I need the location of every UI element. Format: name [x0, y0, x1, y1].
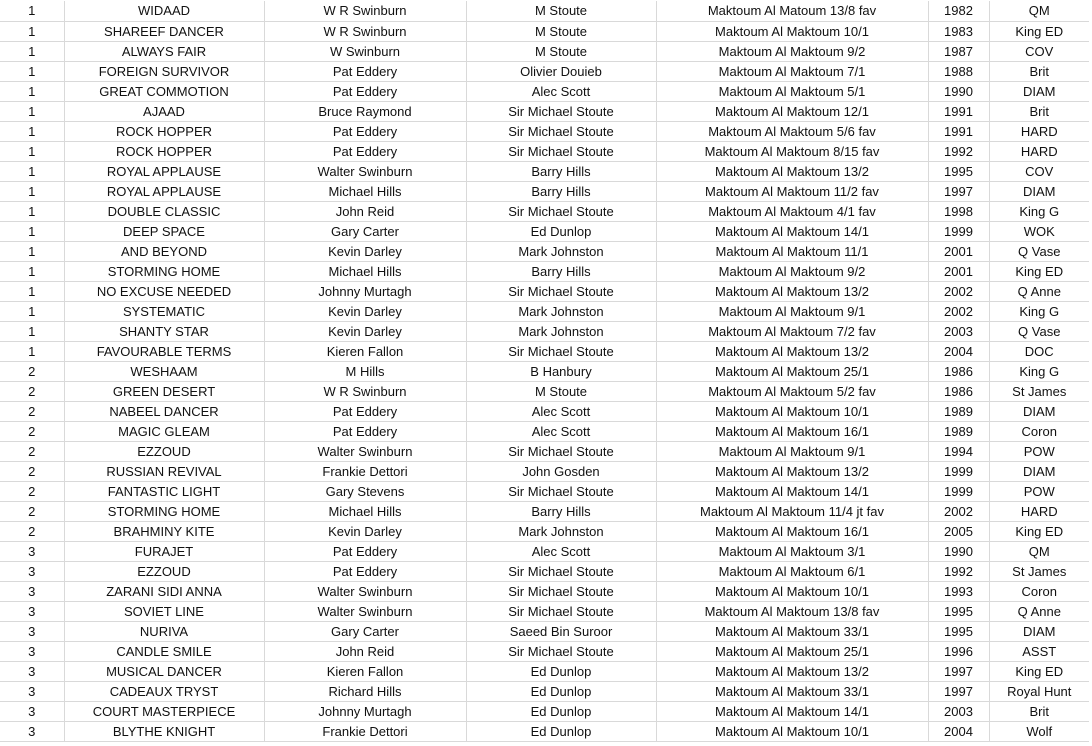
race-cell[interactable]: QM [989, 1, 1089, 21]
horse-cell[interactable]: FAVOURABLE TERMS [64, 341, 264, 361]
position-cell[interactable]: 2 [0, 521, 64, 541]
position-cell[interactable]: 3 [0, 641, 64, 661]
jockey-cell[interactable]: John Reid [264, 641, 466, 661]
table-row [0, 401, 1089, 421]
position-cell[interactable]: 1 [0, 101, 64, 121]
owner-odds-cell[interactable]: Maktoum Al Maktoum 9/2 [656, 261, 928, 281]
horse-cell[interactable]: EZZOUD [64, 561, 264, 581]
race-cell[interactable]: Wolf [989, 721, 1089, 741]
table-row [0, 21, 1089, 41]
year-cell[interactable]: 1982 [928, 1, 989, 21]
position-cell[interactable]: 3 [0, 661, 64, 681]
horse-cell[interactable]: SHAREEF DANCER [64, 21, 264, 41]
race-cell[interactable]: Q Anne [989, 281, 1089, 301]
year-cell[interactable]: 1999 [928, 481, 989, 501]
horse-cell[interactable]: ZARANI SIDI ANNA [64, 581, 264, 601]
table-row [0, 321, 1089, 341]
horse-cell[interactable]: NURIVA [64, 621, 264, 641]
table-row [0, 341, 1089, 361]
year-cell[interactable]: 1987 [928, 41, 989, 61]
race-cell[interactable]: COV [989, 161, 1089, 181]
year-cell[interactable]: 1999 [928, 461, 989, 481]
horse-cell[interactable]: ROYAL APPLAUSE [64, 161, 264, 181]
trainer-cell[interactable]: Saeed Bin Suroor [466, 621, 656, 641]
owner-odds-cell[interactable]: Maktoum Al Maktoum 9/1 [656, 301, 928, 321]
position-cell[interactable]: 1 [0, 1, 64, 21]
position-cell[interactable]: 1 [0, 21, 64, 41]
trainer-cell[interactable]: John Gosden [466, 461, 656, 481]
year-cell[interactable]: 2002 [928, 501, 989, 521]
year-cell[interactable]: 1986 [928, 381, 989, 401]
table-row [0, 721, 1089, 741]
horse-cell[interactable]: AND BEYOND [64, 241, 264, 261]
year-cell[interactable]: 1988 [928, 61, 989, 81]
race-cell[interactable]: COV [989, 41, 1089, 61]
horse-cell[interactable]: WIDAAD [64, 1, 264, 21]
year-cell[interactable]: 1994 [928, 441, 989, 461]
table-row [0, 241, 1089, 261]
table-row [0, 441, 1089, 461]
owner-odds-cell[interactable]: Maktoum Al Maktoum 33/1 [656, 681, 928, 701]
owner-odds-cell[interactable]: Maktoum Al Maktoum 5/1 [656, 81, 928, 101]
year-cell[interactable]: 1998 [928, 201, 989, 221]
jockey-cell[interactable]: Richard Hills [264, 681, 466, 701]
position-cell[interactable]: 1 [0, 321, 64, 341]
horse-cell[interactable]: RUSSIAN REVIVAL [64, 461, 264, 481]
owner-odds-cell[interactable]: Maktoum Al Maktoum 9/2 [656, 41, 928, 61]
position-cell[interactable]: 2 [0, 401, 64, 421]
race-cell[interactable]: Q Vase [989, 321, 1089, 341]
position-cell[interactable]: 2 [0, 501, 64, 521]
jockey-cell[interactable]: Walter Swinburn [264, 601, 466, 621]
race-cell[interactable]: King G [989, 201, 1089, 221]
trainer-cell[interactable]: Sir Michael Stoute [466, 201, 656, 221]
position-cell[interactable]: 2 [0, 381, 64, 401]
trainer-cell[interactable]: Sir Michael Stoute [466, 281, 656, 301]
year-cell[interactable]: 2001 [928, 261, 989, 281]
owner-odds-cell[interactable]: Maktoum Al Maktoum 9/1 [656, 441, 928, 461]
race-cell[interactable]: WOK [989, 221, 1089, 241]
race-cell[interactable]: POW [989, 441, 1089, 461]
trainer-cell[interactable]: Alec Scott [466, 81, 656, 101]
jockey-cell[interactable]: Kevin Darley [264, 301, 466, 321]
jockey-cell[interactable]: Michael Hills [264, 261, 466, 281]
horse-cell[interactable]: GREAT COMMOTION [64, 81, 264, 101]
horse-cell[interactable]: DEEP SPACE [64, 221, 264, 241]
horse-cell[interactable]: FANTASTIC LIGHT [64, 481, 264, 501]
table-row [0, 281, 1089, 301]
owner-odds-cell[interactable]: Maktoum Al Maktoum 25/1 [656, 361, 928, 381]
table-row [0, 381, 1089, 401]
position-cell[interactable]: 1 [0, 81, 64, 101]
year-cell[interactable]: 1997 [928, 661, 989, 681]
table-row [0, 601, 1089, 621]
trainer-cell[interactable]: M Stoute [466, 1, 656, 21]
table-row [0, 101, 1089, 121]
jockey-cell[interactable]: Pat Eddery [264, 401, 466, 421]
table-row [0, 621, 1089, 641]
owner-odds-cell[interactable]: Maktoum Al Maktoum 10/1 [656, 581, 928, 601]
horse-cell[interactable]: MUSICAL DANCER [64, 661, 264, 681]
year-cell[interactable]: 1991 [928, 121, 989, 141]
position-cell[interactable]: 3 [0, 601, 64, 621]
race-cell[interactable]: Q Anne [989, 601, 1089, 621]
jockey-cell[interactable]: Johnny Murtagh [264, 701, 466, 721]
owner-odds-cell[interactable]: Maktoum Al Maktoum 11/1 [656, 241, 928, 261]
year-cell[interactable]: 1995 [928, 601, 989, 621]
table-row [0, 161, 1089, 181]
table-row [0, 641, 1089, 661]
jockey-cell[interactable]: Kieren Fallon [264, 661, 466, 681]
year-cell[interactable]: 1990 [928, 81, 989, 101]
race-cell[interactable]: HARD [989, 141, 1089, 161]
owner-odds-cell[interactable]: Maktoum Al Maktoum 3/1 [656, 541, 928, 561]
jockey-cell[interactable]: W R Swinburn [264, 1, 466, 21]
jockey-cell[interactable]: Frankie Dettori [264, 721, 466, 741]
jockey-cell[interactable]: W R Swinburn [264, 21, 466, 41]
race-cell[interactable]: King G [989, 301, 1089, 321]
trainer-cell[interactable]: B Hanbury [466, 361, 656, 381]
trainer-cell[interactable]: Alec Scott [466, 541, 656, 561]
horse-cell[interactable]: ROYAL APPLAUSE [64, 181, 264, 201]
table-row [0, 61, 1089, 81]
jockey-cell[interactable]: Johnny Murtagh [264, 281, 466, 301]
trainer-cell[interactable]: Ed Dunlop [466, 721, 656, 741]
position-cell[interactable]: 1 [0, 61, 64, 81]
trainer-cell[interactable]: Sir Michael Stoute [466, 101, 656, 121]
owner-odds-cell[interactable]: Maktoum Al Maktoum 14/1 [656, 701, 928, 721]
position-cell[interactable]: 1 [0, 301, 64, 321]
table-row [0, 41, 1089, 61]
jockey-cell[interactable]: Frankie Dettori [264, 461, 466, 481]
horse-cell[interactable]: STORMING HOME [64, 501, 264, 521]
owner-odds-cell[interactable]: Maktoum Al Maktoum 13/2 [656, 461, 928, 481]
position-cell[interactable]: 1 [0, 341, 64, 361]
year-cell[interactable]: 2002 [928, 301, 989, 321]
owner-odds-cell[interactable]: Maktoum Al Maktoum 13/2 [656, 341, 928, 361]
owner-odds-cell[interactable]: Maktoum Al Maktoum 11/4 jt fav [656, 501, 928, 521]
horse-cell[interactable]: ALWAYS FAIR [64, 41, 264, 61]
jockey-cell[interactable]: Kevin Darley [264, 241, 466, 261]
table-row [0, 581, 1089, 601]
owner-odds-cell[interactable]: Maktoum Al Maktoum 13/2 [656, 161, 928, 181]
table-row [0, 141, 1089, 161]
position-cell[interactable]: 1 [0, 221, 64, 241]
race-cell[interactable]: ASST [989, 641, 1089, 661]
owner-odds-cell[interactable]: Maktoum Al Maktoum 6/1 [656, 561, 928, 581]
jockey-cell[interactable]: Pat Eddery [264, 421, 466, 441]
race-cell[interactable]: Brit [989, 701, 1089, 721]
jockey-cell[interactable]: W Swinburn [264, 41, 466, 61]
year-cell[interactable]: 1996 [928, 641, 989, 661]
race-cell[interactable]: DIAM [989, 401, 1089, 421]
table-row [0, 201, 1089, 221]
year-cell[interactable]: 1995 [928, 621, 989, 641]
position-cell[interactable]: 3 [0, 581, 64, 601]
year-cell[interactable]: 1995 [928, 161, 989, 181]
position-cell[interactable]: 1 [0, 201, 64, 221]
owner-odds-cell[interactable]: Maktoum Al Maktoum 16/1 [656, 521, 928, 541]
race-cell[interactable]: King ED [989, 521, 1089, 541]
owner-odds-cell[interactable]: Maktoum Al Maktoum 11/2 fav [656, 181, 928, 201]
table-body [0, 1, 1089, 741]
table-row [0, 481, 1089, 501]
jockey-cell[interactable]: Pat Eddery [264, 561, 466, 581]
trainer-cell[interactable]: Mark Johnston [466, 301, 656, 321]
jockey-cell[interactable]: Walter Swinburn [264, 581, 466, 601]
owner-odds-cell[interactable]: Maktoum Al Maktoum 13/2 [656, 281, 928, 301]
trainer-cell[interactable]: Alec Scott [466, 421, 656, 441]
table-row [0, 121, 1089, 141]
position-cell[interactable]: 3 [0, 541, 64, 561]
trainer-cell[interactable]: Sir Michael Stoute [466, 581, 656, 601]
table-row [0, 461, 1089, 481]
race-cell[interactable]: Coron [989, 581, 1089, 601]
year-cell[interactable]: 2003 [928, 701, 989, 721]
owner-odds-cell[interactable]: Maktoum Al Maktoum 8/15 fav [656, 141, 928, 161]
owner-odds-cell[interactable]: Maktoum Al Maktoum 13/8 fav [656, 601, 928, 621]
position-cell[interactable]: 3 [0, 721, 64, 741]
jockey-cell[interactable]: Gary Stevens [264, 481, 466, 501]
jockey-cell[interactable]: Pat Eddery [264, 141, 466, 161]
race-cell[interactable]: POW [989, 481, 1089, 501]
jockey-cell[interactable]: Gary Carter [264, 221, 466, 241]
race-cell[interactable]: DIAM [989, 621, 1089, 641]
jockey-cell[interactable]: Michael Hills [264, 501, 466, 521]
table-row [0, 261, 1089, 281]
table-row [0, 301, 1089, 321]
year-cell[interactable]: 1997 [928, 681, 989, 701]
table-row [0, 501, 1089, 521]
owner-odds-cell[interactable]: Maktoum Al Maktoum 7/2 fav [656, 321, 928, 341]
horse-cell[interactable]: NO EXCUSE NEEDED [64, 281, 264, 301]
jockey-cell[interactable]: Michael Hills [264, 181, 466, 201]
race-cell[interactable]: King G [989, 361, 1089, 381]
race-cell[interactable]: QM [989, 541, 1089, 561]
jockey-cell[interactable]: Walter Swinburn [264, 161, 466, 181]
owner-odds-cell[interactable]: Maktoum Al Maktoum 14/1 [656, 481, 928, 501]
horse-cell[interactable]: AJAAD [64, 101, 264, 121]
horse-cell[interactable]: MAGIC GLEAM [64, 421, 264, 441]
year-cell[interactable]: 1989 [928, 421, 989, 441]
trainer-cell[interactable]: Ed Dunlop [466, 661, 656, 681]
year-cell[interactable]: 1986 [928, 361, 989, 381]
owner-odds-cell[interactable]: Maktoum Al Matoum 13/8 fav [656, 1, 928, 21]
owner-odds-cell[interactable]: Maktoum Al Maktoum 14/1 [656, 221, 928, 241]
year-cell[interactable]: 1992 [928, 141, 989, 161]
horse-cell[interactable]: FURAJET [64, 541, 264, 561]
race-cell[interactable]: DOC [989, 341, 1089, 361]
horse-cell[interactable]: SHANTY STAR [64, 321, 264, 341]
year-cell[interactable]: 2001 [928, 241, 989, 261]
year-cell[interactable]: 1989 [928, 401, 989, 421]
trainer-cell[interactable]: Sir Michael Stoute [466, 141, 656, 161]
horse-cell[interactable]: DOUBLE CLASSIC [64, 201, 264, 221]
trainer-cell[interactable]: Ed Dunlop [466, 681, 656, 701]
horse-cell[interactable]: ROCK HOPPER [64, 141, 264, 161]
horse-cell[interactable]: EZZOUD [64, 441, 264, 461]
year-cell[interactable]: 1999 [928, 221, 989, 241]
position-cell[interactable]: 1 [0, 181, 64, 201]
race-cell[interactable]: King ED [989, 21, 1089, 41]
owner-odds-cell[interactable]: Maktoum Al Maktoum 4/1 fav [656, 201, 928, 221]
results-spreadsheet [0, 1, 1089, 742]
table-row [0, 221, 1089, 241]
horse-cell[interactable]: SOVIET LINE [64, 601, 264, 621]
horse-cell[interactable]: CANDLE SMILE [64, 641, 264, 661]
trainer-cell[interactable]: Ed Dunlop [466, 221, 656, 241]
jockey-cell[interactable]: Pat Eddery [264, 541, 466, 561]
owner-odds-cell[interactable]: Maktoum Al Maktoum 16/1 [656, 421, 928, 441]
year-cell[interactable]: 1993 [928, 581, 989, 601]
table-row [0, 561, 1089, 581]
position-cell[interactable]: 1 [0, 141, 64, 161]
trainer-cell[interactable]: Barry Hills [466, 161, 656, 181]
table-row [0, 181, 1089, 201]
trainer-cell[interactable]: Mark Johnston [466, 241, 656, 261]
table-row [0, 681, 1089, 701]
race-cell[interactable]: St James [989, 381, 1089, 401]
trainer-cell[interactable]: M Stoute [466, 381, 656, 401]
position-cell[interactable]: 2 [0, 361, 64, 381]
position-cell[interactable]: 3 [0, 621, 64, 641]
race-cell[interactable]: DIAM [989, 181, 1089, 201]
position-cell[interactable]: 1 [0, 161, 64, 181]
horse-cell[interactable]: GREEN DESERT [64, 381, 264, 401]
year-cell[interactable]: 2005 [928, 521, 989, 541]
owner-odds-cell[interactable]: Maktoum Al Maktoum 33/1 [656, 621, 928, 641]
position-cell[interactable]: 2 [0, 461, 64, 481]
jockey-cell[interactable]: Pat Eddery [264, 61, 466, 81]
trainer-cell[interactable]: Sir Michael Stoute [466, 561, 656, 581]
jockey-cell[interactable]: Gary Carter [264, 621, 466, 641]
position-cell[interactable]: 3 [0, 701, 64, 721]
owner-odds-cell[interactable]: Maktoum Al Maktoum 5/6 fav [656, 121, 928, 141]
position-cell[interactable]: 1 [0, 261, 64, 281]
owner-odds-cell[interactable]: Maktoum Al Maktoum 10/1 [656, 401, 928, 421]
table-row [0, 81, 1089, 101]
owner-odds-cell[interactable]: Maktoum Al Maktoum 7/1 [656, 61, 928, 81]
position-cell[interactable]: 3 [0, 681, 64, 701]
trainer-cell[interactable]: Olivier Douieb [466, 61, 656, 81]
race-cell[interactable]: King ED [989, 261, 1089, 281]
horse-cell[interactable]: COURT MASTERPIECE [64, 701, 264, 721]
owner-odds-cell[interactable]: Maktoum Al Maktoum 10/1 [656, 721, 928, 741]
owner-odds-cell[interactable]: Maktoum Al Maktoum 5/2 fav [656, 381, 928, 401]
trainer-cell[interactable]: Sir Michael Stoute [466, 481, 656, 501]
year-cell[interactable]: 1992 [928, 561, 989, 581]
race-cell[interactable]: DIAM [989, 461, 1089, 481]
position-cell[interactable]: 1 [0, 281, 64, 301]
table-row [0, 541, 1089, 561]
horse-cell[interactable]: CADEAUX TRYST [64, 681, 264, 701]
trainer-cell[interactable]: Barry Hills [466, 261, 656, 281]
year-cell[interactable]: 1990 [928, 541, 989, 561]
trainer-cell[interactable]: M Stoute [466, 21, 656, 41]
owner-odds-cell[interactable]: Maktoum Al Maktoum 25/1 [656, 641, 928, 661]
race-cell[interactable]: Coron [989, 421, 1089, 441]
horse-cell[interactable]: SYSTEMATIC [64, 301, 264, 321]
table-row [0, 521, 1089, 541]
race-cell[interactable]: Brit [989, 61, 1089, 81]
horse-cell[interactable]: STORMING HOME [64, 261, 264, 281]
trainer-cell[interactable]: Ed Dunlop [466, 701, 656, 721]
trainer-cell[interactable]: Mark Johnston [466, 321, 656, 341]
race-cell[interactable]: Q Vase [989, 241, 1089, 261]
horse-cell[interactable]: FOREIGN SURVIVOR [64, 61, 264, 81]
position-cell[interactable]: 1 [0, 121, 64, 141]
race-cell[interactable]: HARD [989, 121, 1089, 141]
trainer-cell[interactable]: Mark Johnston [466, 521, 656, 541]
horse-cell[interactable]: BRAHMINY KITE [64, 521, 264, 541]
year-cell[interactable]: 1997 [928, 181, 989, 201]
position-cell[interactable]: 3 [0, 561, 64, 581]
position-cell[interactable]: 2 [0, 421, 64, 441]
trainer-cell[interactable]: Sir Michael Stoute [466, 641, 656, 661]
owner-odds-cell[interactable]: Maktoum Al Maktoum 10/1 [656, 21, 928, 41]
trainer-cell[interactable]: Sir Michael Stoute [466, 121, 656, 141]
jockey-cell[interactable]: Pat Eddery [264, 121, 466, 141]
jockey-cell[interactable]: M Hills [264, 361, 466, 381]
position-cell[interactable]: 2 [0, 441, 64, 461]
race-cell[interactable]: King ED [989, 661, 1089, 681]
year-cell[interactable]: 2004 [928, 721, 989, 741]
race-cell[interactable]: Brit [989, 101, 1089, 121]
horse-cell[interactable]: NABEEL DANCER [64, 401, 264, 421]
year-cell[interactable]: 2004 [928, 341, 989, 361]
year-cell[interactable]: 1983 [928, 21, 989, 41]
position-cell[interactable]: 1 [0, 41, 64, 61]
jockey-cell[interactable]: Kieren Fallon [264, 341, 466, 361]
table-row [0, 421, 1089, 441]
jockey-cell[interactable]: Bruce Raymond [264, 101, 466, 121]
race-cell[interactable]: St James [989, 561, 1089, 581]
trainer-cell[interactable]: Sir Michael Stoute [466, 341, 656, 361]
jockey-cell[interactable]: Kevin Darley [264, 521, 466, 541]
jockey-cell[interactable]: Kevin Darley [264, 321, 466, 341]
position-cell[interactable]: 1 [0, 241, 64, 261]
trainer-cell[interactable]: Barry Hills [466, 501, 656, 521]
table-row [0, 1, 1089, 21]
race-cell[interactable]: DIAM [989, 81, 1089, 101]
owner-odds-cell[interactable]: Maktoum Al Maktoum 13/2 [656, 661, 928, 681]
horse-cell[interactable]: BLYTHE KNIGHT [64, 721, 264, 741]
trainer-cell[interactable]: Alec Scott [466, 401, 656, 421]
position-cell[interactable]: 2 [0, 481, 64, 501]
year-cell[interactable]: 1991 [928, 101, 989, 121]
owner-odds-cell[interactable]: Maktoum Al Maktoum 12/1 [656, 101, 928, 121]
table-row [0, 701, 1089, 721]
year-cell[interactable]: 2002 [928, 281, 989, 301]
trainer-cell[interactable]: Sir Michael Stoute [466, 601, 656, 621]
table-row [0, 361, 1089, 381]
trainer-cell[interactable]: Sir Michael Stoute [466, 441, 656, 461]
trainer-cell[interactable]: Barry Hills [466, 181, 656, 201]
jockey-cell[interactable]: W R Swinburn [264, 381, 466, 401]
race-cell[interactable]: HARD [989, 501, 1089, 521]
year-cell[interactable]: 2003 [928, 321, 989, 341]
jockey-cell[interactable]: Pat Eddery [264, 81, 466, 101]
table-row [0, 661, 1089, 681]
race-cell[interactable]: Royal Hunt [989, 681, 1089, 701]
jockey-cell[interactable]: Walter Swinburn [264, 441, 466, 461]
horse-cell[interactable]: WESHAAM [64, 361, 264, 381]
horse-cell[interactable]: ROCK HOPPER [64, 121, 264, 141]
jockey-cell[interactable]: John Reid [264, 201, 466, 221]
trainer-cell[interactable]: M Stoute [466, 41, 656, 61]
